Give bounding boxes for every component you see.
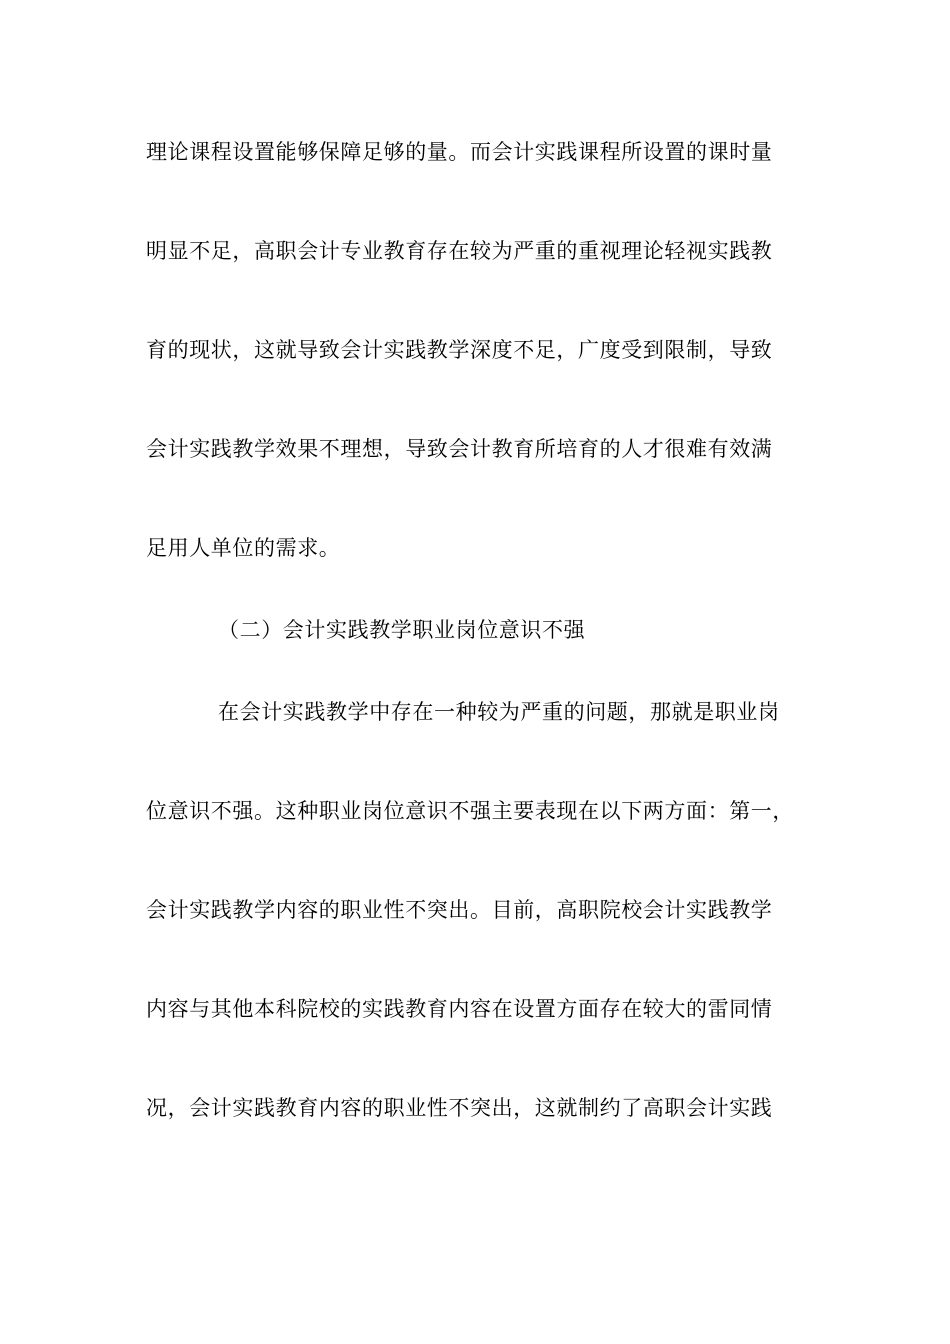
paragraph-line: 在会计实践教学中存在一种较为严重的问题，那就是职业岗	[218, 700, 780, 724]
paragraph-line: 明显不足，高职会计专业教育存在较为严重的重视理论轻视实践教	[146, 239, 773, 263]
paragraph-line: 况，会计实践教育内容的职业性不突出，这就制约了高职会计实践	[146, 1096, 773, 1120]
paragraph-line: 内容与其他本科院校的实践教育内容在设置方面存在较大的雷同情	[146, 997, 773, 1021]
paragraph-line: 育的现状，这就导致会计实践教学深度不足，广度受到限制，导致	[146, 338, 773, 362]
section-heading: （二）会计实践教学职业岗位意识不强	[218, 618, 586, 642]
paragraph-line: 会计实践教学效果不理想，导致会计教育所培育的人才很难有效满	[146, 437, 773, 461]
paragraph-line: 位意识不强。这种职业岗位意识不强主要表现在以下两方面：第一，	[146, 799, 794, 823]
paragraph-line: 理论课程设置能够保障足够的量。而会计实践课程所设置的课时量	[146, 140, 773, 164]
paragraph-line: 会计实践教学内容的职业性不突出。目前，高职院校会计实践教学	[146, 898, 773, 922]
paragraph-line: 足用人单位的需求。	[146, 536, 341, 560]
